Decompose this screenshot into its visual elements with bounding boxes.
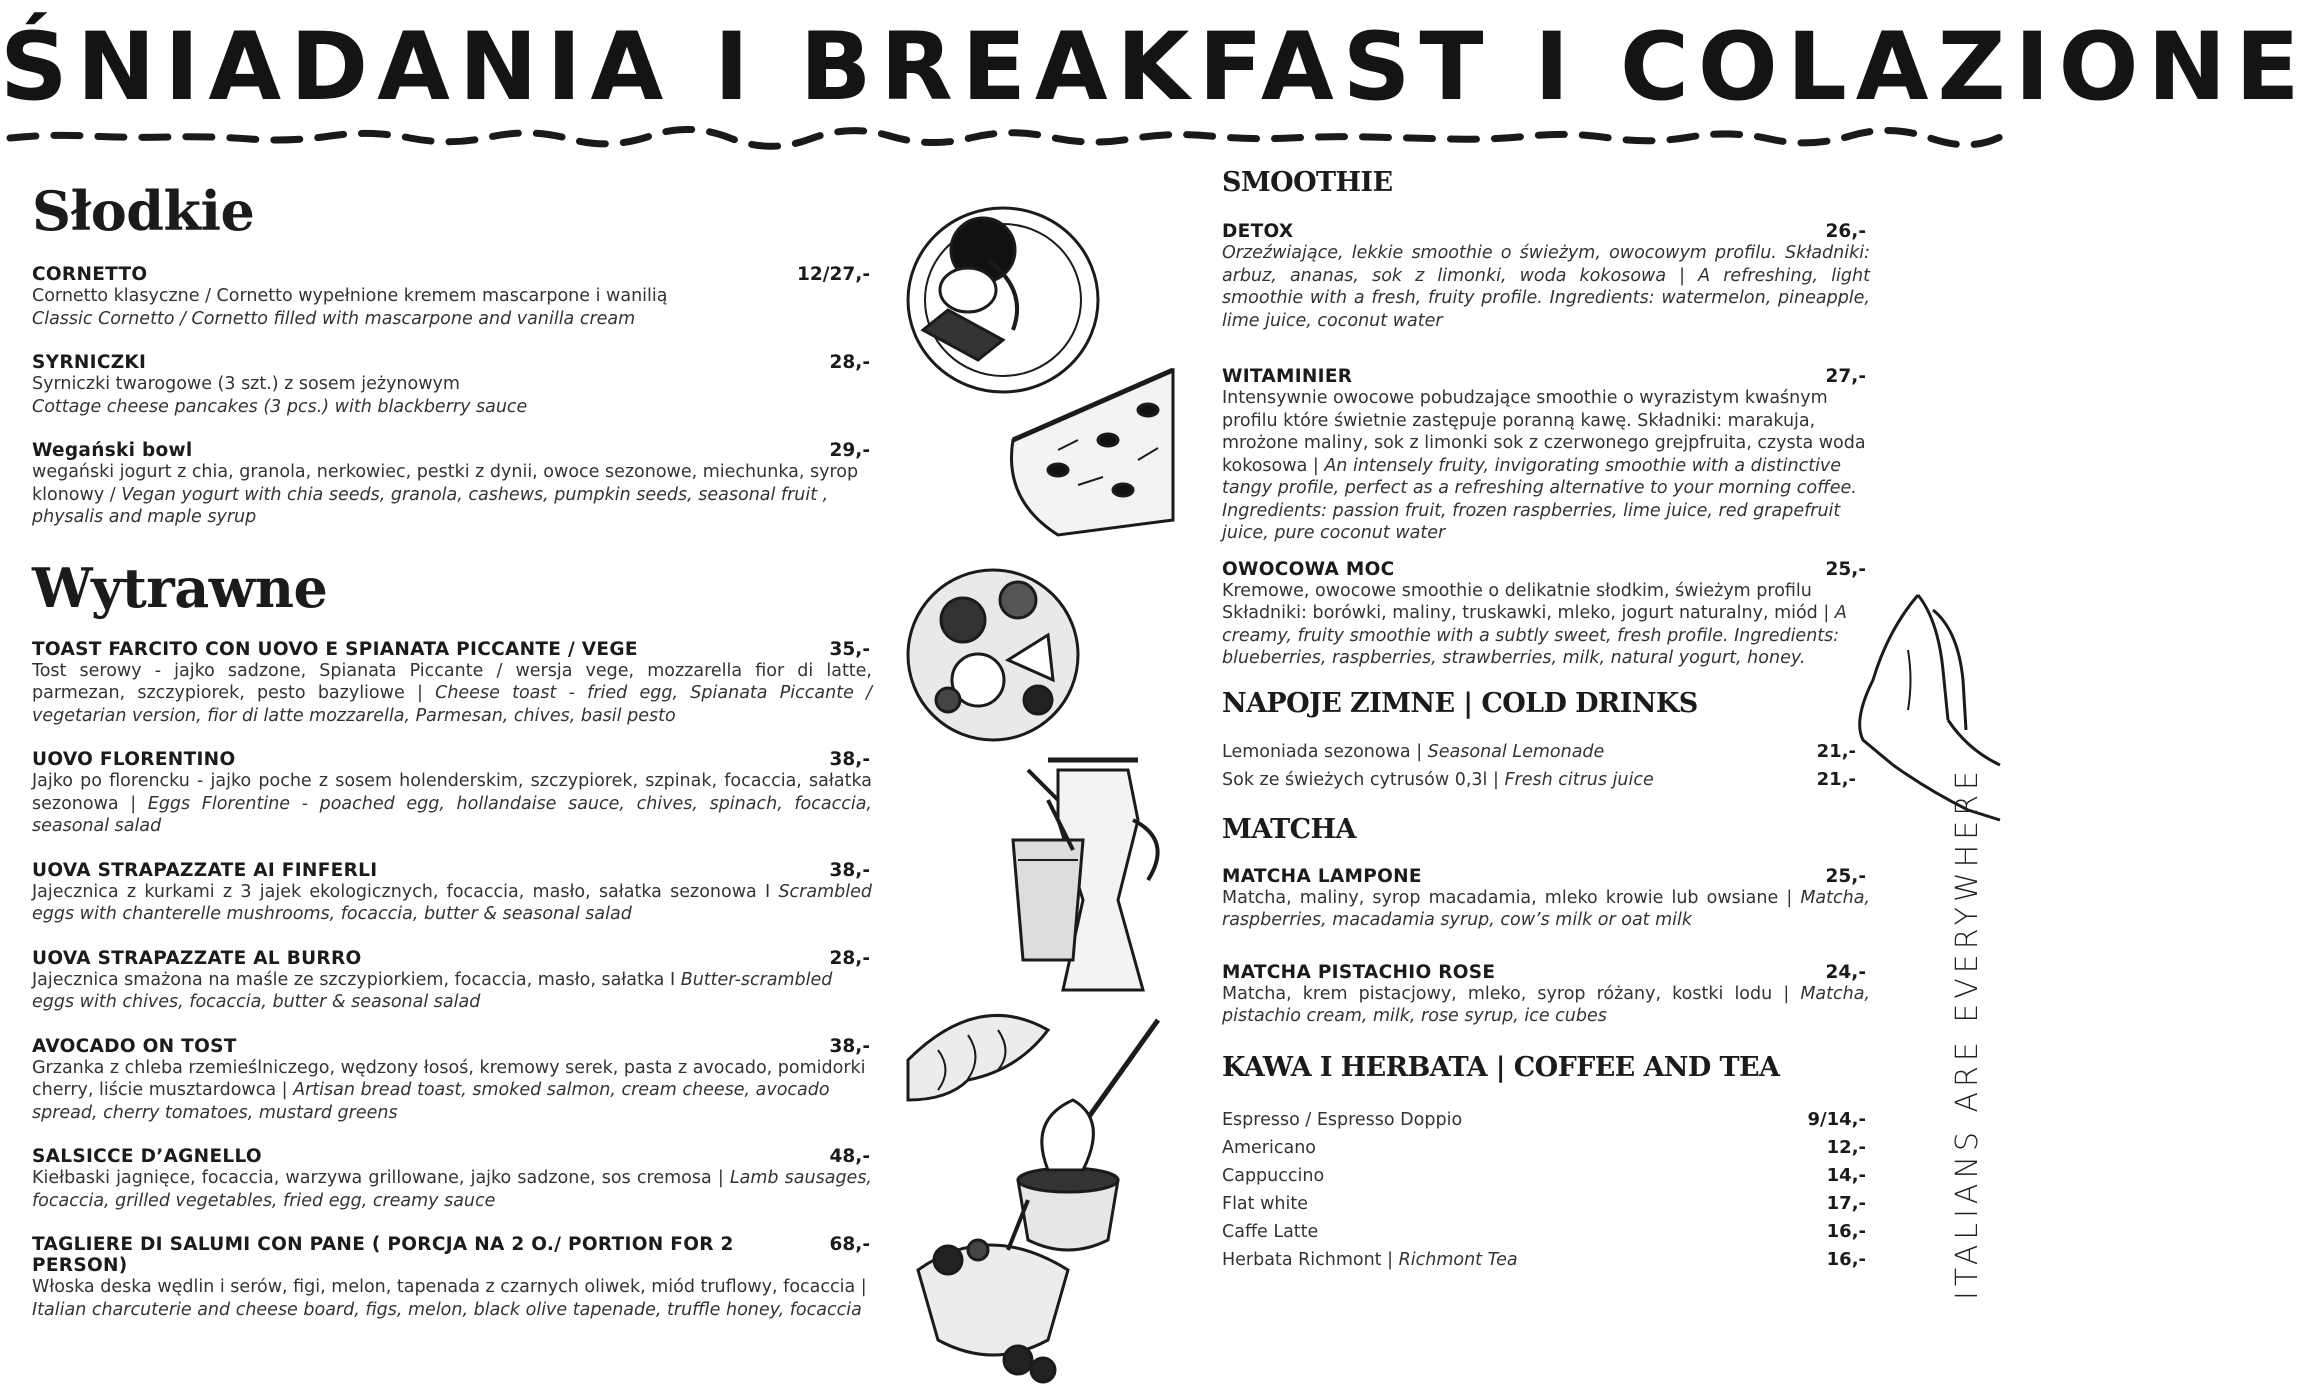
savory-heading: Wytrawne	[32, 555, 328, 620]
item-price: 35,-	[829, 638, 870, 660]
menu-item-uovo-florentino	[32, 749, 872, 838]
item-price: 12/27,-	[797, 264, 870, 285]
item-name: UOVA STRAPAZZATE AI FINFERLI	[32, 859, 378, 881]
item-desc	[32, 1276, 872, 1321]
item-desc-en: Italian charcuterie and cheese board, figs, melon, black olive tapenade, truffle honey, focaccia	[32, 1299, 862, 1320]
item-desc-en: Vegan yogurt with chia seeds, granola, cashews, pumpkin seeds, seasonal fruit , physalis and maple syrup	[32, 484, 829, 527]
item-desc-en: A creamy, fruity smoothie with a subtly sweet, fresh profile. Ingredients: blueberries, raspberries, strawberries, milk, natural yogurt, honey.	[1222, 603, 1847, 668]
menu-item-toast-farcito	[32, 639, 872, 728]
item-desc-pl: Grzanka z chleba rzemieślniczego, wędzony łosoś, kremowy serek, pasta z avocado, pomidorki cherry, liście musztardowca |	[32, 1057, 866, 1100]
drink-name-pl: Espresso / Espresso Doppio	[1222, 1109, 1463, 1130]
smoothie-heading: SMOOTHIE	[1222, 167, 1393, 198]
item-name: UOVO FLORENTINO	[32, 749, 236, 770]
item-desc-pl: Kiełbaski jagnięce, focaccia, warzywa grillowane, jajko sadzone, sos cremosa |	[32, 1168, 730, 1188]
item-price: 16,-	[1826, 1220, 1866, 1242]
item-desc-en: Lamb sausages, focaccia, grilled vegetables, fried egg, creamy sauce	[32, 1168, 872, 1211]
coffee-row	[1222, 1190, 1870, 1218]
item-price: 21,-	[1816, 740, 1856, 762]
item-desc-en: Cheese toast - fried egg, Spianata Piccante / vegetarian version, fior di latte mozzarella, Parmesan, chives, basil pesto	[32, 683, 873, 726]
item-name: WITAMINIER	[1222, 366, 1353, 387]
item-name: AVOCADO ON TOST	[32, 1035, 237, 1057]
food-illustrations	[908, 200, 1198, 1390]
item-desc	[1222, 983, 1870, 1028]
item-desc-en: Scrambled eggs with chanterelle mushrooms, focaccia, butter & seasonal salad	[32, 881, 872, 924]
moka-pot-and-cup-illustration	[1013, 760, 1158, 990]
item-price: 27,-	[1825, 366, 1866, 387]
menu-item-owocowa-moc	[1222, 559, 1870, 670]
item-desc-pl: Włoska deska wędlin i serów, figi, melon, tapenada z czarnych oliwek, miód truflowy, focaccia |	[32, 1277, 867, 1297]
item-price: 25,-	[1825, 865, 1866, 887]
item-price: 38,-	[829, 1035, 870, 1057]
item-desc-pl: Jajecznica smażona na maśle ze szczypiorkiem, focaccia, masło, sałatka I	[32, 969, 681, 990]
item-price: 26,-	[1825, 221, 1866, 242]
item-price: 12,-	[1826, 1136, 1866, 1158]
cold-drink-row	[1222, 766, 1870, 794]
menu-item-syrniczki	[32, 352, 872, 418]
item-price: 16,-	[1826, 1248, 1866, 1270]
item-desc	[1222, 887, 1870, 932]
item-name: MATCHA PISTACHIO ROSE	[1222, 961, 1496, 983]
item-desc-pl: Jajko po florencku - jajko poche z sosem holenderskim, szczypiorek, szpinak, focaccia, sałatka sezonowa |	[32, 771, 872, 814]
item-desc-pl: Cornetto klasyczne / Cornetto wypełnione kremem mascarpone i wanilią	[32, 286, 668, 306]
item-price: 68,-	[829, 1234, 870, 1255]
menu-item-cornetto	[32, 264, 872, 330]
item-desc-en: Artisan bread toast, smoked salmon, cream cheese, avocado spread, cherry tomatoes, mustard greens	[32, 1080, 830, 1123]
item-desc-pl: Matcha, krem pistacjowy, mleko, syrop różany, kostki lodu |	[1222, 983, 1801, 1004]
menu-item-tagliere	[32, 1234, 872, 1321]
item-price: 28,-	[829, 352, 870, 373]
item-desc	[32, 1167, 872, 1212]
drink-name-pl: Americano	[1222, 1137, 1316, 1158]
item-price: 38,-	[829, 859, 870, 881]
menu-item-detox	[1222, 221, 1870, 332]
dashed-divider	[10, 128, 2000, 148]
item-name: SYRNICZKI	[32, 352, 147, 373]
matcha-heading: MATCHA	[1222, 813, 1356, 845]
item-price: 14,-	[1826, 1164, 1866, 1186]
item-name: OWOCOWA MOC	[1222, 558, 1395, 580]
item-desc-en: Orzeźwiające, lekkie smoothie o świeżym, owocowym profilu. Składniki: arbuz, ananas, sok z limonki, woda kokosowa | A refreshing, light smoothie with a fresh, fruity profile. Ingredients: watermelon, pineapple, lime juice, coconut water	[1222, 243, 1870, 331]
item-name: CORNETTO	[32, 264, 148, 285]
menu-title: ŚNIADANIA I BREAKFAST I COLAZIONE	[0, 13, 2308, 122]
item-price: 17,-	[1826, 1192, 1866, 1214]
item-price: 48,-	[829, 1146, 870, 1167]
item-name: SALSICCE D’AGNELLO	[32, 1146, 262, 1167]
menu-item-avocado-tost	[32, 1036, 872, 1125]
item-desc	[32, 660, 872, 728]
item-price: 29,-	[829, 440, 870, 461]
eggs-benedict-plate-illustration	[908, 208, 1098, 392]
drink-name-pl: Sok ze świeżych cytrusów 0,3l |	[1222, 769, 1505, 790]
menu-item-witaminier	[1222, 366, 1870, 545]
item-desc	[32, 1057, 872, 1125]
item-name: Wegański bowl	[32, 440, 193, 461]
item-desc	[32, 881, 872, 926]
item-name: MATCHA LAMPONE	[1222, 865, 1422, 887]
menu-item-uova-finferli	[32, 860, 872, 926]
item-desc-en: Matcha, pistachio cream, milk, rose syrup, ice cubes	[1222, 983, 1870, 1026]
drink-name-pl: Herbata Richmont |	[1222, 1249, 1399, 1270]
coffee-row	[1222, 1246, 1870, 1274]
item-desc-pl: Intensywnie owocowe pobudzające smoothie o wyrazistym kwaśnym profilu które świetnie zastępuje poranną kawę. Składniki: marakuja, mrożone maliny, sok z limonki sok z czerwonego grejpfruita, czysta woda kokosowa |	[1222, 388, 1866, 476]
item-desc	[32, 461, 872, 529]
coffee-tea-heading: KAWA I HERBATA | COFFEE AND TEA	[1222, 1051, 1780, 1083]
item-desc-en: Eggs Florentine - poached egg, hollandaise sauce, chives, spinach, focaccia, seasonal salad	[32, 793, 872, 836]
coffee-row	[1222, 1162, 1870, 1190]
item-desc-pl: Matcha, maliny, syrop macadamia, mleko krowie lub owsiane |	[1222, 887, 1801, 908]
menu-item-matcha-lampone	[1222, 866, 1870, 932]
drink-name-pl: Cappuccino	[1222, 1165, 1325, 1186]
item-price: 28,-	[829, 947, 870, 969]
item-desc	[32, 969, 872, 1014]
focaccia-illustration	[1011, 370, 1173, 535]
item-desc-en: Matcha, raspberries, macadamia syrup, cow’s milk or oat milk	[1222, 887, 1870, 930]
slogan: ITALIANS ARE EVERYWHERE	[1950, 766, 1985, 1300]
drink-name-pl: Caffe Latte	[1222, 1221, 1319, 1242]
item-desc-pl: Tost serowy - jajko sadzone, Spianata Piccante / wersja vege, mozzarella fior di latte, parmezan, szczypiorek, pesto bazyliowe |	[32, 660, 872, 703]
item-name: TAGLIERE DI SALUMI CON PANE ( PORCJA NA 2 O./ PORTION FOR 2 PERSON)	[32, 1234, 734, 1276]
menu-item-vegan-bowl	[32, 440, 872, 529]
item-name: UOVA STRAPAZZATE AL BURRO	[32, 947, 362, 969]
coffee-row	[1222, 1134, 1870, 1162]
charcuterie-board-illustration	[908, 570, 1078, 740]
menu-item-uova-burro	[32, 948, 872, 1014]
item-desc	[1222, 580, 1870, 670]
item-name: DETOX	[1222, 221, 1294, 242]
item-price: 21,-	[1816, 768, 1856, 790]
item-desc	[32, 770, 872, 838]
croissant-and-whisk-illustration	[908, 1015, 1158, 1250]
item-desc	[1222, 387, 1870, 545]
item-desc-en: Cottage cheese pancakes (3 pcs.) with blackberry sauce	[32, 396, 528, 417]
item-desc-pl: Syrniczki twarogowe (3 szt.) z sosem jeżynowym	[32, 374, 460, 394]
item-desc-pl: Kremowe, owocowe smoothie o delikatnie słodkim, świeżym profilu Składniki: borówki, maliny, truskawki, mleko, jogurt naturalny, miód |	[1222, 580, 1835, 623]
item-name: TOAST FARCITO CON UOVO E SPIANATA PICCANTE / VEGE	[32, 638, 638, 660]
drink-name-pl: Lemoniada sezonowa |	[1222, 741, 1428, 762]
drink-name-en: Richmont Tea	[1398, 1249, 1518, 1270]
item-desc-en: An intensely fruity, invigorating smoothie with a distinctive tangy profile, perfect as a refreshing alternative to your morning coffee. Ingredients: passion fruit, frozen raspberries, lime juice, red grapefruit juice, pure coconut water	[1222, 455, 1857, 543]
right-column	[1222, 165, 1870, 1274]
drink-name-en: Seasonal Lemonade	[1427, 741, 1605, 762]
menu-item-salsicce	[32, 1146, 872, 1212]
menu-item-matcha-pistachio	[1222, 962, 1870, 1028]
sweet-heading: Słodkie	[32, 179, 255, 243]
item-price: 9/14,-	[1807, 1108, 1866, 1130]
drink-name-pl: Flat white	[1222, 1193, 1308, 1214]
coffee-row	[1222, 1218, 1870, 1246]
cold-drink-row	[1222, 738, 1870, 766]
item-desc-pl: wegański jogurt z chia, granola, nerkowiec, pestki z dynii, owoce sezonowe, miechunka, syrop klonowy /	[32, 462, 859, 505]
item-desc-pl: Jajecznica z kurkami z 3 jajek ekologicznych, focaccia, masło, sałatka sezonowa I	[32, 881, 779, 902]
drink-name-en: Fresh citrus juice	[1504, 769, 1654, 790]
cold-drinks-heading: NAPOJE ZIMNE | COLD DRINKS	[1222, 687, 1698, 719]
item-desc-en: Butter-scrambled eggs with chives, focaccia, butter & seasonal salad	[32, 969, 833, 1012]
item-desc-en: Classic Cornetto / Cornetto filled with mascarpone and vanilla cream	[32, 308, 636, 329]
left-column	[32, 180, 872, 1321]
item-price: 24,-	[1825, 961, 1866, 983]
item-price: 38,-	[829, 749, 870, 770]
coffee-row	[1222, 1106, 1870, 1134]
item-price: 25,-	[1825, 558, 1866, 580]
